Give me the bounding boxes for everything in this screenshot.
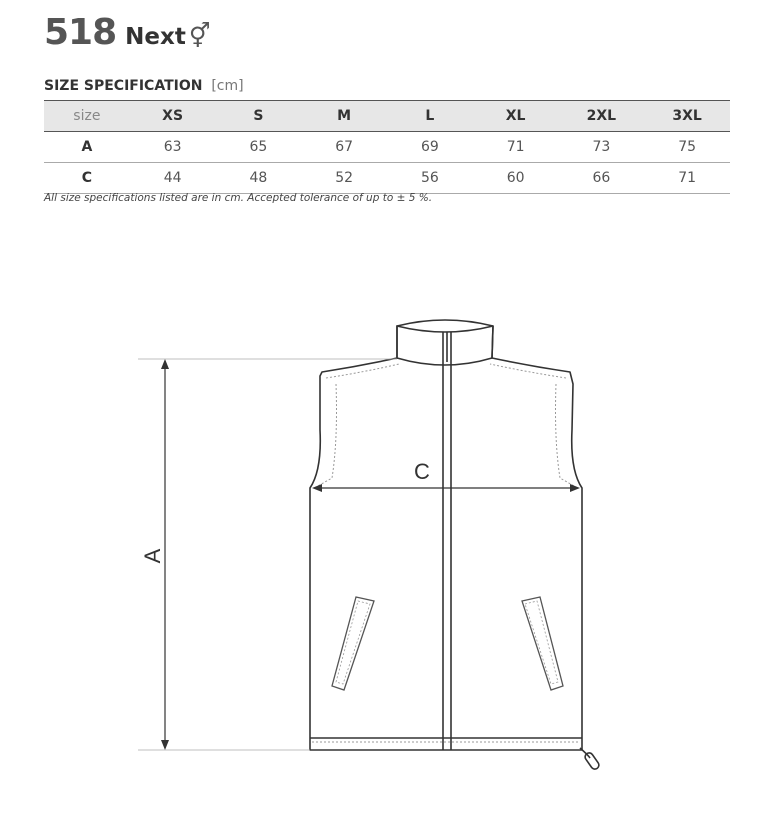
table-cell: 65 xyxy=(249,139,268,155)
size-header-label: size xyxy=(73,108,101,124)
row-label-c: C xyxy=(81,170,93,186)
table-cell: 69 xyxy=(420,139,439,155)
table-cell: 67 xyxy=(335,139,354,155)
size-col-xs: XS xyxy=(162,108,184,124)
pocket-left xyxy=(332,597,374,690)
size-col-m: M xyxy=(337,108,352,124)
product-name: Next xyxy=(125,24,186,50)
table-cell: 44 xyxy=(163,170,182,186)
product-code: 518 xyxy=(44,12,117,53)
table-cell: 52 xyxy=(335,170,354,186)
size-col-3xl: 3XL xyxy=(672,108,702,124)
unisex-icon: ⚥ xyxy=(188,22,211,50)
tolerance-note: All size specifications listed are in cm. Accepted tolerance of up to ± 5 %. xyxy=(44,192,433,204)
spec-unit: [cm] xyxy=(211,78,244,94)
table-cell: 60 xyxy=(506,170,525,186)
spec-heading-text: SIZE SPECIFICATION xyxy=(44,78,203,94)
table-cell: 63 xyxy=(163,139,182,155)
table-cell: 56 xyxy=(420,170,439,186)
table-cell: 73 xyxy=(592,139,611,155)
size-col-2xl: 2XL xyxy=(586,108,617,124)
measure-c-arrow-left xyxy=(312,484,322,492)
measure-a-arrow-bottom xyxy=(161,740,169,750)
measure-c-label: C xyxy=(414,459,430,484)
size-col-xl: XL xyxy=(505,108,526,124)
table-cell: 75 xyxy=(678,139,697,155)
measure-c-arrow-right xyxy=(570,484,580,492)
vest-outline xyxy=(310,320,582,750)
table-cell: 71 xyxy=(506,139,525,155)
size-col-s: S xyxy=(253,108,264,124)
shoulder-stitch-right xyxy=(490,364,566,378)
table-cell: 71 xyxy=(678,170,697,186)
table-cell: 48 xyxy=(249,170,268,186)
measure-a-arrow-top xyxy=(161,359,169,369)
table-cell: 66 xyxy=(592,170,611,186)
shoulder-stitch-left xyxy=(326,364,399,378)
collar xyxy=(397,326,493,365)
size-col-l: L xyxy=(425,108,435,124)
measure-a-label: A xyxy=(140,548,165,564)
row-label-a: A xyxy=(81,139,93,155)
drawcord-toggle xyxy=(584,751,601,770)
